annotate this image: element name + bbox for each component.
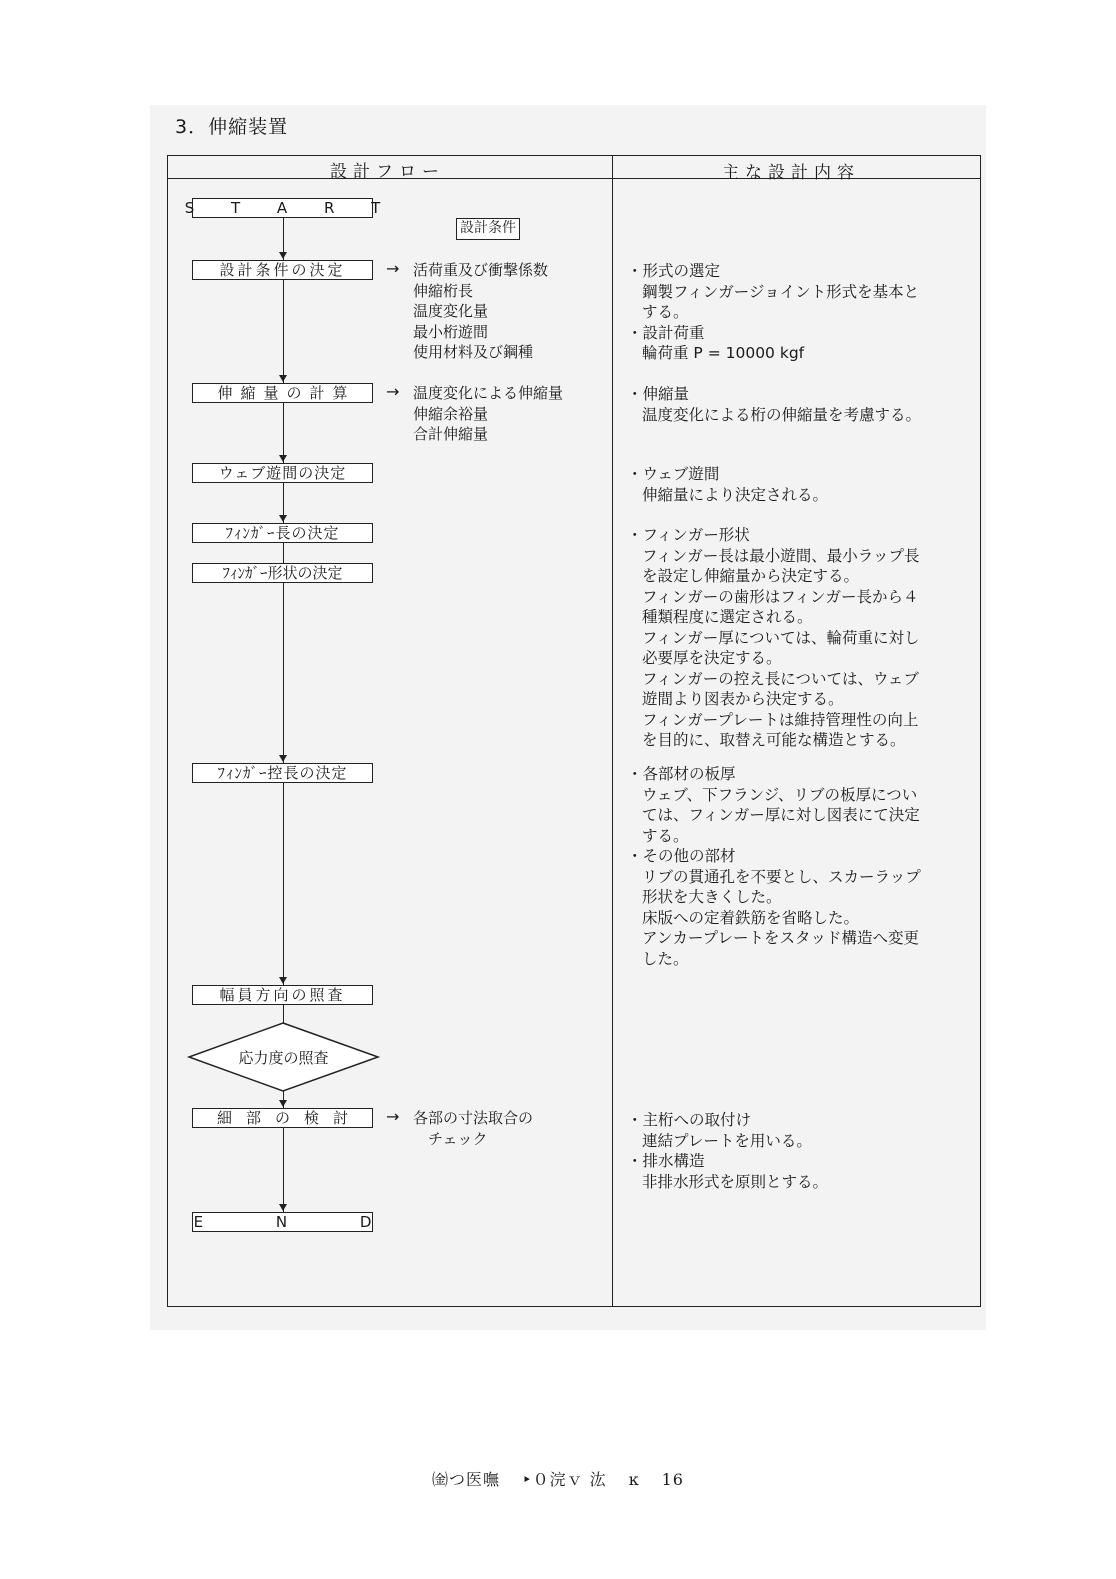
flow-step-detail-study: 細部の検討 — [192, 1108, 373, 1128]
content-heading: ・伸縮量 — [627, 385, 690, 403]
design-conditions-tag: 設計条件 — [456, 218, 520, 240]
footer-text: ‣０浣ｖ 汯 — [522, 1470, 607, 1489]
content-heading: ・フィンガー形状 — [627, 526, 750, 544]
expansion-items: 温度変化による伸縮量 伸縮余裕量 合計伸縮量 — [413, 384, 564, 443]
flow-start-box: S T A R T — [184, 199, 397, 217]
arrow-right-icon: → — [386, 1107, 400, 1126]
flow-step-expansion-calc: 伸縮量の計算 — [192, 383, 373, 403]
flow-step-web-gap: ウェブ遊間の決定 — [192, 463, 373, 483]
content-text: リブの貫通孔を不要とし、スカーラップ 形状を大きくした。 床版への定着鉄筋を省略した。 アンカープレートをスタッド構造へ変更 した。 — [642, 867, 921, 968]
arrow-right-icon: → — [386, 382, 400, 401]
content-plate-thickness — [627, 764, 921, 969]
design-condition-items: 活荷重及び衝撃係数 伸縮桁長 温度変化量 最小桁遊間 使用材料及び鋼種 — [413, 261, 549, 361]
content-heading: ・設計荷重 — [627, 323, 705, 342]
content-web-gap — [627, 464, 828, 505]
flow-step-finger-shape: ﾌｨﾝｶﾞｰ形状の決定 — [192, 563, 373, 583]
content-text: 伸縮量により決定される。 — [642, 485, 829, 504]
flow-step-design-conditions: 設計条件の決定 — [192, 260, 373, 280]
section-title: 3．伸縮装置 — [175, 116, 289, 138]
flow-end-box: E N D — [193, 1213, 406, 1231]
content-heading: ・ウェブ遊間 — [627, 465, 720, 483]
footer-text: ㈮つ医嘸 — [432, 1470, 501, 1489]
page-footer — [0, 1467, 1116, 1490]
content-text: 温度変化による桁の伸縮量を考慮する。 — [642, 405, 922, 424]
content-details — [627, 1110, 828, 1192]
flow-step-finger-anchor: ﾌｨﾝｶﾞｰ控長の決定 — [192, 763, 373, 783]
content-expansion — [627, 384, 921, 425]
content-text: 非排水形式を原則とする。 — [642, 1172, 829, 1191]
content-text: 連結プレートを用いる。 — [642, 1131, 812, 1150]
content-heading: ・その他の部材 — [627, 847, 736, 865]
content-text: 鋼製フィンガージョイント形式を基本と する。 — [642, 282, 920, 321]
content-heading: ・各部材の板厚 — [627, 765, 736, 783]
flow-column-header: 設計フロー — [330, 162, 445, 182]
content-heading: ・排水構造 — [627, 1152, 705, 1170]
content-heading: ・形式の選定 — [627, 262, 721, 280]
flow-step-finger-length: ﾌｨﾝｶﾞｰ長の決定 — [192, 523, 373, 543]
content-heading: ・主桁への取付け — [627, 1111, 752, 1129]
content-finger-shape — [627, 525, 919, 751]
footer-text: ĸ — [628, 1470, 640, 1489]
arrow-right-icon: → — [386, 259, 400, 278]
detail-check-items: 各部の寸法取合の チェック — [413, 1109, 534, 1148]
content-column-header: 主な設計内容 — [722, 163, 860, 183]
content-type-selection — [627, 261, 919, 364]
page-number: 16 — [661, 1470, 684, 1489]
content-text: 輪荷重 P = 10000 kgf — [642, 344, 805, 362]
decision-label: 応力度の照査 — [238, 1049, 329, 1067]
content-text: ウェブ、下フランジ、リブの板厚につい ては、フィンガー厚に対し図表にて決定 する。 — [642, 785, 920, 845]
content-text: フィンガー長は最小遊間、最小ラップ長 を設定し伸縮量から決定する。 フィンガーの歯形はフィンガー長から４ 種類程度に選定される。 フィンガー厚については、輪荷重に対し 必要厚を決定する。 フィンガーの控え長については、ウェブ 遊間より図表から決定する。 フィンガープレートは維持管理性の向上 を目的に、取替え可能な構造とする。 — [642, 546, 920, 749]
flow-step-width-check: 幅員方向の照査 — [192, 985, 373, 1005]
